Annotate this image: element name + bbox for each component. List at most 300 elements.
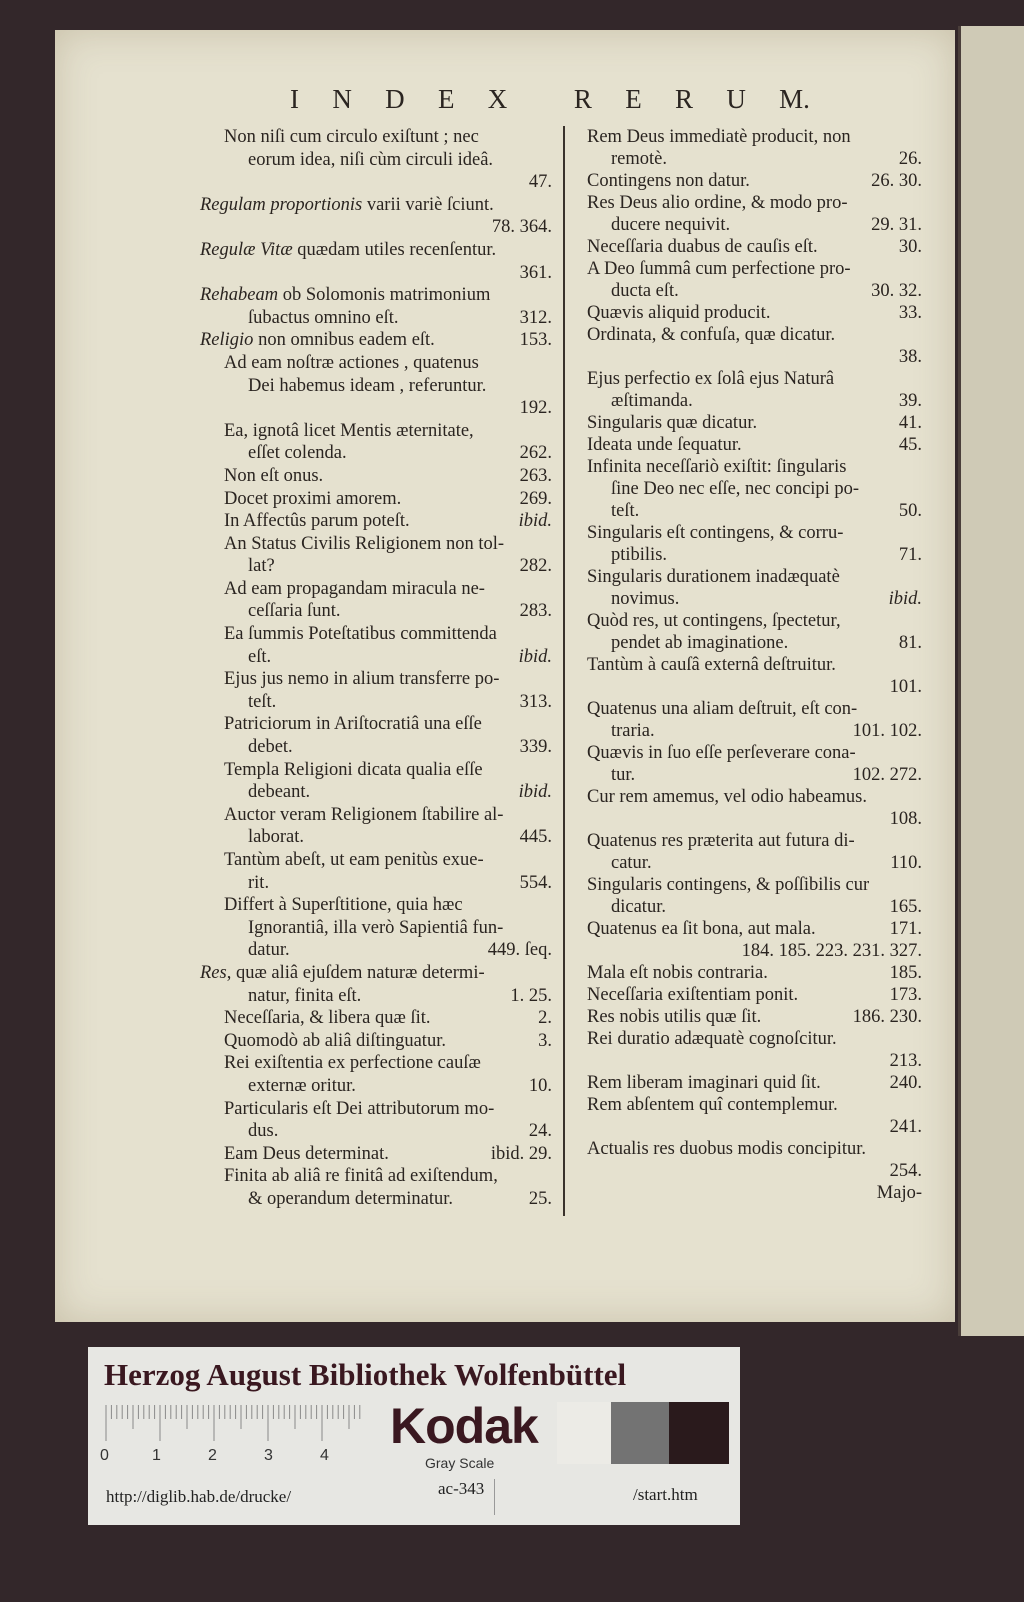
- index-text: [248, 442, 347, 465]
- index-line: [587, 236, 922, 258]
- index-entry-text: Quævis aliquid producit.: [587, 303, 771, 323]
- index-text: [587, 654, 836, 676]
- index-entry-text: Contingens non datur.: [587, 171, 750, 191]
- index-entry-text: novimus.: [611, 589, 680, 609]
- index-line: [200, 216, 552, 239]
- adjacent-page-edge: [958, 26, 1024, 1336]
- index-text: [587, 456, 846, 478]
- index-text: [587, 1006, 761, 1028]
- index-text: [224, 465, 323, 488]
- index-entry-text: datur.: [248, 940, 290, 961]
- ruler-number: 4: [320, 1447, 329, 1464]
- index-entry-text: Finita ab aliâ re finitâ ad exiſtendum,: [224, 1166, 498, 1187]
- index-line: [587, 874, 922, 896]
- index-text: [224, 488, 401, 511]
- index-entry-text: ſubactus omnino eſt.: [248, 307, 399, 328]
- page-reference: 192.: [519, 398, 552, 419]
- index-entry-text: Singularis durationem inadæquatè: [587, 567, 840, 587]
- index-headword: Religio: [200, 330, 254, 351]
- index-entry-text: natur, finita eſt.: [248, 985, 362, 1006]
- index-entry-text: ſine Deo nec eſſe, nec concipi po-: [611, 479, 860, 499]
- index-entry-text: dus.: [248, 1121, 279, 1142]
- index-line: [587, 390, 922, 412]
- index-entry-text: Quatenus res præterita aut futura di-: [587, 831, 855, 851]
- page-reference: 30. 32.: [871, 281, 922, 301]
- index-text: [587, 302, 770, 324]
- heading-letter: M.: [779, 84, 810, 114]
- index-entry-text: In Affectûs parum poteſt.: [224, 511, 410, 532]
- index-line: [200, 894, 552, 917]
- index-line: [200, 804, 552, 827]
- index-text: [248, 1120, 278, 1143]
- index-text: [224, 420, 474, 443]
- page-reference: 10.: [528, 1075, 552, 1096]
- index-text: [587, 1028, 837, 1050]
- page-reference: 2.: [538, 1008, 552, 1029]
- index-line: [200, 849, 552, 872]
- page-reference: 81.: [898, 633, 922, 653]
- index-entry-text: Ad eam propagandam miracula ne-: [224, 578, 485, 599]
- index-text: [200, 239, 496, 262]
- index-entry-text: debeant.: [248, 782, 311, 803]
- page-reference: 24.: [528, 1121, 552, 1142]
- index-line: [200, 1098, 552, 1121]
- index-entry-text: Ordinata, & confuſa, quæ dicatur.: [587, 325, 836, 345]
- index-line: [587, 192, 922, 214]
- page-reference: ibid.: [518, 782, 552, 803]
- index-text: [611, 588, 679, 610]
- index-text: [224, 126, 479, 149]
- index-text: [611, 390, 693, 412]
- heading-letter: X: [487, 84, 508, 114]
- index-line: [587, 1138, 922, 1160]
- page-reference: 213.: [889, 1051, 922, 1071]
- page-reference: 38.: [898, 347, 922, 367]
- index-entry-text: ob Solomonis matrimonium: [278, 285, 491, 306]
- index-entry-text: pendet ab imaginatione.: [611, 633, 789, 653]
- index-text: [248, 555, 275, 578]
- index-entry-text: debet.: [248, 737, 293, 758]
- gray-patch-white: [557, 1402, 611, 1464]
- index-line: [587, 610, 922, 632]
- index-entry-text: Tantùm abeſt, ut eam penitùs exue-: [224, 850, 484, 870]
- index-line: [587, 742, 922, 764]
- index-line: [200, 533, 552, 556]
- index-text: [587, 368, 834, 390]
- index-line: [587, 368, 922, 390]
- index-text: [224, 713, 482, 736]
- index-text: [248, 307, 399, 330]
- ruler-number: 2: [208, 1447, 217, 1464]
- page-reference: 263.: [519, 465, 552, 486]
- index-line: [587, 456, 922, 478]
- index-entry-text: Cur rem amemus, vel odio habeamus.: [587, 787, 868, 807]
- index-entry-text: Patriciorum in Ariſtocratiâ una eſſe: [224, 714, 482, 735]
- index-text: [587, 236, 818, 258]
- index-entry-text: Neceſſaria duabus de cauſis eſt.: [587, 237, 818, 257]
- index-entry-text: Particularis eſt Dei attributorum mo-: [224, 1098, 495, 1119]
- page-reference: 47.: [528, 172, 552, 193]
- page-reference: 102. 272.: [852, 765, 922, 785]
- index-entry-text: lat?: [248, 556, 275, 577]
- index-text: [200, 194, 494, 217]
- index-line: [200, 600, 552, 623]
- page-reference: ibid.: [888, 589, 922, 609]
- index-entry-text: ptibilis.: [611, 545, 668, 565]
- index-text: [587, 1094, 838, 1116]
- index-entry-text: Eam Deus determinat.: [224, 1143, 389, 1164]
- index-text: [587, 984, 798, 1006]
- index-line: [587, 1094, 922, 1116]
- index-text: [587, 1072, 821, 1094]
- index-headword: Rehabeam: [200, 285, 279, 306]
- index-line: [587, 566, 922, 588]
- index-text: [224, 352, 479, 375]
- index-entry-text: Ignorantiâ, illa verò Sapientiâ fun-: [248, 917, 504, 938]
- index-line: [587, 324, 922, 346]
- index-text: [248, 375, 486, 398]
- page-reference: 313.: [519, 691, 552, 712]
- index-entry-text: non omnibus eadem eſt.: [253, 330, 435, 351]
- page-reference: 101. 102.: [852, 721, 922, 741]
- index-text: [587, 962, 768, 984]
- index-line: [587, 544, 922, 566]
- ruler-number: 0: [100, 1447, 109, 1464]
- index-line: [200, 171, 552, 194]
- index-entry-text: Rem abſentem quî contemplemur.: [587, 1095, 838, 1115]
- page-reference: ibid.: [518, 646, 552, 667]
- page-reference: Majo-: [876, 1183, 922, 1203]
- index-entry-text: An Status Civilis Religionem non tol-: [224, 533, 505, 554]
- index-entry-text: Singularis eſt contingens, & corru-: [587, 523, 844, 543]
- page-reference: 29. 31.: [871, 215, 922, 235]
- index-text: [587, 324, 835, 346]
- index-entry-text: Singularis quæ dicatur.: [587, 413, 758, 433]
- index-line: [200, 1143, 552, 1166]
- index-entry-text: varii variè ſciunt.: [362, 194, 494, 215]
- index-line: [200, 917, 552, 940]
- index-entry-text: Templa Religioni dicata qualia eſſe: [224, 759, 483, 780]
- index-entry-text: ducere nequivit.: [611, 215, 731, 235]
- gray-patch-mid: [611, 1402, 669, 1464]
- index-text: [611, 632, 788, 654]
- page-reference: 171.: [889, 919, 922, 939]
- index-text: [248, 600, 340, 623]
- index-line: [587, 346, 922, 368]
- index-entry-text: Ideata unde ſequatur.: [587, 435, 742, 455]
- page-reference: 184. 185. 223. 231. 327.: [741, 941, 922, 961]
- index-entry-text: Res Deus alio ordine, & modo pro-: [587, 193, 848, 213]
- index-line: [200, 1030, 552, 1053]
- shelfmark-code: ac-343: [438, 1479, 495, 1515]
- index-line: [587, 258, 922, 280]
- index-entry-text: Res nobis utilis quæ ſit.: [587, 1007, 762, 1027]
- library-name: Herzog August Bibliothek Wolfenbüttel: [104, 1357, 627, 1392]
- index-text: [587, 742, 856, 764]
- index-entry-text: Rem Deus immediatè producit, non: [587, 127, 851, 147]
- page-reference: 185.: [889, 963, 922, 983]
- index-text: [611, 500, 639, 522]
- index-entry-text: Mala eſt nobis contraria.: [587, 963, 768, 983]
- index-entry-text: Non niſi cum circulo exiſtunt ; nec: [224, 127, 479, 147]
- index-text: [224, 804, 503, 827]
- heading-letter: E: [625, 84, 642, 114]
- index-line: [200, 781, 552, 804]
- index-text: [587, 434, 742, 456]
- index-text: [587, 1138, 866, 1160]
- index-entry-text: traria.: [611, 721, 655, 741]
- index-line: [587, 1028, 922, 1050]
- page-reference: 45.: [898, 435, 922, 455]
- index-line: [587, 1160, 922, 1182]
- page-reference: 1. 25.: [510, 985, 552, 1006]
- index-entry-text: rit.: [248, 872, 270, 893]
- index-entry-text: Quævis in ſuo eſſe perſeverare cona-: [587, 743, 856, 763]
- index-entry-text: dicatur.: [611, 897, 666, 917]
- index-line: [200, 262, 552, 285]
- index-text: [200, 962, 485, 985]
- page-reference: 173.: [889, 985, 922, 1005]
- page-reference: 30.: [898, 237, 922, 257]
- index-line: [587, 918, 922, 940]
- index-line: [200, 668, 552, 691]
- index-line: [200, 939, 552, 962]
- page-reference: 282.: [519, 556, 552, 577]
- index-text: [587, 698, 857, 720]
- page-reference: 339.: [519, 737, 552, 758]
- heading-letter: I: [290, 84, 299, 114]
- index-entry-text: Singularis contingens, & poſſibilis cur: [587, 875, 870, 895]
- index-entry-text: teſt.: [611, 501, 640, 521]
- index-line: [587, 148, 922, 170]
- index-text: [587, 522, 843, 544]
- index-line: [200, 488, 552, 511]
- index-line: [587, 632, 922, 654]
- index-text: [611, 720, 655, 742]
- index-line: [587, 280, 922, 302]
- index-line: [200, 623, 552, 646]
- index-line: [587, 896, 922, 918]
- index-line: [200, 510, 552, 533]
- index-line: [200, 1120, 552, 1143]
- index-text: [224, 1007, 431, 1030]
- index-line: [587, 852, 922, 874]
- index-line: [587, 478, 922, 500]
- index-text: [611, 280, 679, 302]
- column-divider: [563, 126, 565, 1216]
- heading-letter: N: [332, 84, 352, 114]
- index-entry-text: , quæ aliâ ejuſdem naturæ determi-: [226, 962, 485, 983]
- index-entry-text: Differt à Superſtitione, quia hæc: [224, 895, 463, 916]
- index-text: [248, 985, 361, 1008]
- page-reference: 312.: [519, 307, 552, 328]
- index-line: [587, 170, 922, 192]
- page-reference: 26. 30.: [871, 171, 922, 191]
- page-reference: 361.: [519, 262, 552, 283]
- index-text: [611, 764, 635, 786]
- page-reference: 110.: [890, 853, 922, 873]
- index-line: [200, 555, 552, 578]
- index-entry-text: Infinita neceſſariò exiſtit: ſingularis: [587, 457, 847, 477]
- index-text: [587, 170, 750, 192]
- index-line: [587, 434, 922, 456]
- index-text: [587, 786, 867, 808]
- kodak-logo: Kodak: [390, 1398, 538, 1454]
- index-text: [611, 148, 667, 170]
- index-text: [248, 149, 493, 172]
- index-entry-text: eorum idea, niſi cùm circuli ideâ.: [248, 149, 494, 170]
- index-line: [200, 442, 552, 465]
- index-entry-text: Ad eam noſtræ actiones , quatenus: [224, 352, 479, 373]
- page-reference: 26.: [898, 149, 922, 169]
- heading-letter: R: [573, 84, 592, 114]
- start-page-path: /start.htm: [633, 1485, 698, 1504]
- index-line: [200, 352, 552, 375]
- index-line: [200, 397, 552, 420]
- index-entry-text: laborat.: [248, 827, 304, 848]
- page-reference: 186. 230.: [852, 1007, 922, 1027]
- index-line: [200, 985, 552, 1008]
- index-text: [611, 214, 730, 236]
- index-text: [248, 939, 290, 962]
- digital-library-url: http://diglib.hab.de/drucke/: [106, 1487, 292, 1506]
- index-column-left: [200, 126, 552, 1211]
- index-entry-text: Quatenus una aliam deſtruit, eſt con-: [587, 699, 858, 719]
- index-line: [200, 1075, 552, 1098]
- index-text: [224, 1052, 481, 1075]
- page-reference: 108.: [889, 809, 922, 829]
- index-line: [587, 214, 922, 236]
- gray-patch-black: [669, 1402, 729, 1464]
- index-text: [248, 1075, 356, 1098]
- index-line: [200, 1007, 552, 1030]
- index-headword: Res: [200, 962, 227, 983]
- index-line: [200, 194, 552, 217]
- index-headword: Regulam proportionis: [200, 194, 363, 215]
- index-line: [200, 1165, 552, 1188]
- index-line: [200, 713, 552, 736]
- index-entry-text: eſſet colenda.: [248, 443, 347, 464]
- index-line: [200, 149, 552, 172]
- index-headword: Regulæ Vitæ: [200, 239, 293, 260]
- page-reference: 33.: [898, 303, 922, 323]
- page-reference: ibid. 29.: [490, 1143, 552, 1164]
- index-line: [200, 307, 552, 330]
- index-entry-text: quædam utiles recenſentur.: [292, 239, 497, 260]
- index-line: [587, 720, 922, 742]
- index-line: [587, 500, 922, 522]
- index-text: [224, 533, 504, 556]
- page-reference: 240.: [889, 1073, 922, 1093]
- page-reference: 153.: [519, 330, 552, 351]
- index-entry-text: Quomodò ab aliâ diſtinguatur.: [224, 1030, 446, 1051]
- page-reference: 254.: [889, 1161, 922, 1181]
- index-text: [611, 478, 859, 500]
- index-line: [587, 676, 922, 698]
- index-entry-text: Neceſſaria exiſtentiam ponit.: [587, 985, 799, 1005]
- index-entry-text: Docet proximi amorem.: [224, 488, 402, 509]
- index-text: [224, 849, 484, 872]
- index-text: [224, 510, 410, 533]
- index-text: [224, 759, 483, 782]
- index-text: [224, 894, 463, 917]
- heading-letter: D: [385, 84, 405, 114]
- index-text: [587, 258, 851, 280]
- index-text: [611, 896, 666, 918]
- index-line: [587, 830, 922, 852]
- index-text: [224, 1030, 446, 1053]
- index-text: [224, 1165, 498, 1188]
- index-line: [587, 1072, 922, 1094]
- index-entry-text: Tantùm à cauſâ externâ deſtruitur.: [587, 655, 836, 675]
- page-reference: 283.: [519, 601, 552, 622]
- index-line: [587, 1050, 922, 1072]
- index-text: [611, 852, 652, 874]
- index-line: [200, 1052, 552, 1075]
- index-line: [200, 736, 552, 759]
- index-text: [224, 578, 485, 601]
- page-reference: 50.: [898, 501, 922, 521]
- index-text: [248, 826, 304, 849]
- index-line: [200, 465, 552, 488]
- index-text: [587, 126, 851, 148]
- index-line: [587, 808, 922, 830]
- index-line: [587, 962, 922, 984]
- ruler-number: 3: [264, 1447, 273, 1464]
- index-text: [587, 412, 757, 434]
- page-reference: 3.: [538, 1030, 552, 1051]
- index-line: [587, 654, 922, 676]
- index-line: [200, 872, 552, 895]
- index-line: [200, 826, 552, 849]
- index-line: [200, 691, 552, 714]
- index-line: [200, 759, 552, 782]
- page-reference: ibid.: [518, 511, 552, 532]
- index-line: [587, 522, 922, 544]
- page-reference: 41.: [898, 413, 922, 433]
- index-line: [587, 1116, 922, 1138]
- page-reference: 269.: [519, 488, 552, 509]
- index-entry-text: Dei habemus ideam , referuntur.: [248, 375, 487, 396]
- index-text: [224, 1143, 389, 1166]
- index-entry-text: ceſſaria ſunt.: [248, 601, 341, 622]
- page-reference: 39.: [898, 391, 922, 411]
- index-line: [587, 126, 922, 148]
- index-text: [611, 544, 667, 566]
- index-line: [200, 239, 552, 262]
- index-entry-text: Ea, ignotâ licet Mentis æternitate,: [224, 420, 474, 441]
- index-entry-text: catur.: [611, 853, 652, 873]
- measurement-ruler: [104, 1405, 364, 1443]
- page-reference: 241.: [889, 1117, 922, 1137]
- index-line: [200, 329, 552, 352]
- index-line: [200, 375, 552, 398]
- index-text: [587, 566, 840, 588]
- index-entry-text: tur.: [611, 765, 636, 785]
- page-reference: 554.: [519, 872, 552, 893]
- index-line: [587, 302, 922, 324]
- page-reference: 165.: [889, 897, 922, 917]
- index-line: [587, 412, 922, 434]
- page-reference: 262.: [519, 443, 552, 464]
- index-entry-text: Non eſt onus.: [224, 465, 324, 486]
- index-entry-text: Neceſſaria, & libera quæ ſit.: [224, 1008, 431, 1029]
- index-line: [200, 962, 552, 985]
- index-text: [248, 872, 269, 895]
- index-line: [587, 698, 922, 720]
- index-entry-text: Rem liberam imaginari quid ſit.: [587, 1073, 821, 1093]
- page-reference: 445.: [519, 827, 552, 848]
